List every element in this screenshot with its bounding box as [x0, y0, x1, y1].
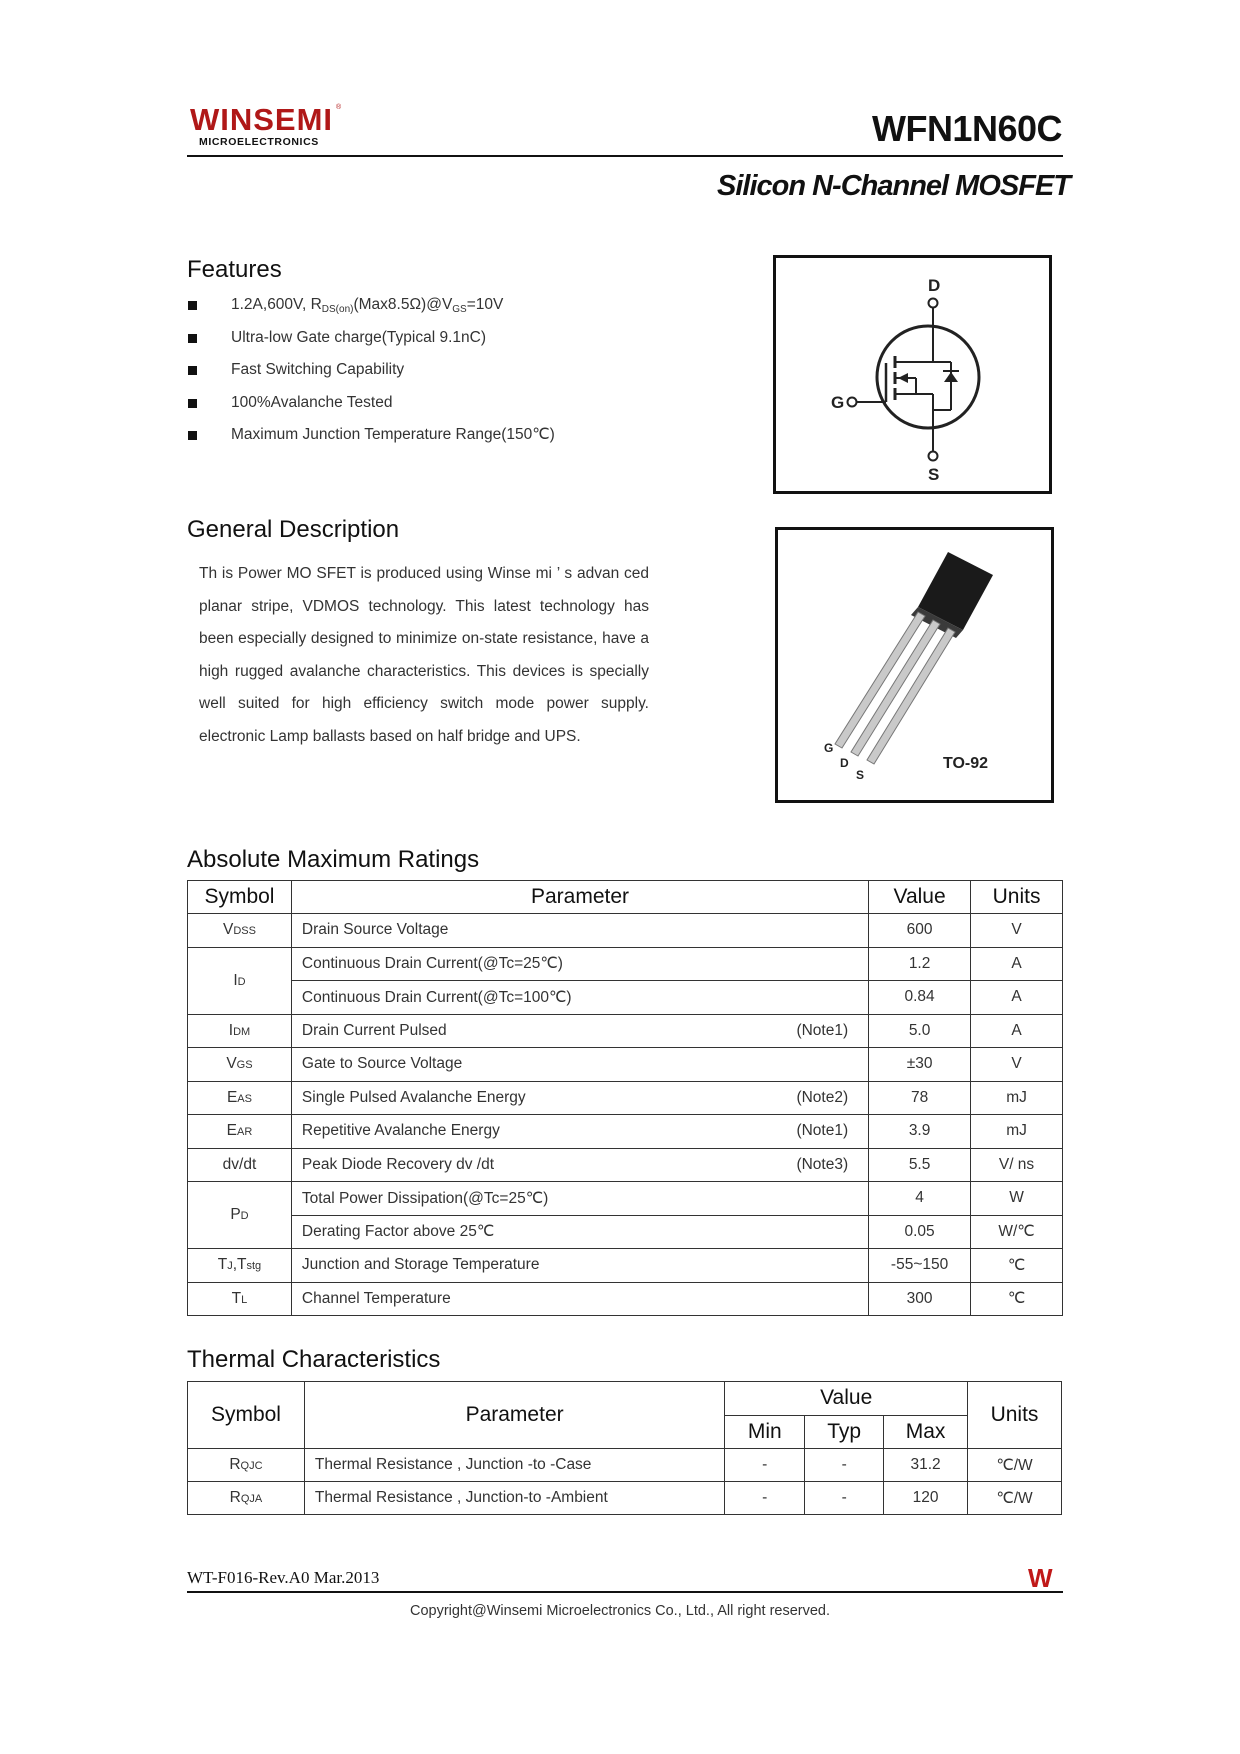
max-cell: 120 — [884, 1482, 968, 1515]
table-row — [188, 981, 1063, 1015]
thermal-heading: Thermal Characteristics — [187, 1346, 441, 1373]
col-units: Units — [968, 1382, 1062, 1449]
part-number: WFN1N60C — [871, 108, 1062, 149]
bullet-square-icon — [188, 334, 197, 343]
typ-cell: - — [805, 1449, 884, 1482]
features-list — [188, 292, 555, 455]
value-cell: 1.2 — [869, 947, 971, 981]
parameter-cell: Peak Diode Recovery dv /dt (Note3) — [291, 1148, 868, 1182]
col-value: Value — [869, 881, 971, 914]
package-label: TO-92 — [943, 755, 989, 772]
note-ref: (Note1) — [796, 1021, 849, 1039]
value-cell: -55~150 — [869, 1249, 971, 1283]
table-row — [188, 914, 1063, 948]
table-header-row — [188, 881, 1063, 914]
table-row — [188, 1215, 1063, 1249]
features-heading: Features — [187, 256, 282, 283]
unit-cell: A — [971, 1014, 1063, 1048]
description-heading: General Description — [187, 516, 400, 543]
value-cell: 0.84 — [869, 981, 971, 1015]
symbol-cell: TJ,Tstg — [188, 1249, 292, 1283]
ratings-table — [187, 880, 1063, 1316]
parameter-cell: Thermal Resistance , Junction-to -Ambient — [304, 1482, 724, 1515]
unit-cell: ℃ — [971, 1249, 1063, 1283]
unit-cell: mJ — [971, 1081, 1063, 1115]
parameter-cell: Single Pulsed Avalanche Energy (Note2) — [291, 1081, 868, 1115]
parameter-cell: Channel Temperature — [291, 1282, 868, 1316]
value-cell: 600 — [869, 914, 971, 948]
col-symbol: Symbol — [188, 881, 292, 914]
value-cell: 78 — [869, 1081, 971, 1115]
parameter-cell: Drain Source Voltage — [291, 914, 868, 948]
unit-cell: mJ — [971, 1115, 1063, 1149]
symbol-cell: VDSS — [188, 914, 292, 948]
ratings-heading: Absolute Maximum Ratings — [187, 846, 480, 873]
note-ref: (Note1) — [796, 1122, 849, 1140]
table-row — [188, 1482, 1062, 1515]
bullet-square-icon — [188, 366, 197, 375]
col-symbol: Symbol — [188, 1382, 305, 1449]
document-reference: WT-F016-Rev.A0 Mar.2013 — [187, 1568, 380, 1587]
parameter-cell: Derating Factor above 25℃ — [291, 1215, 868, 1249]
max-cell: 31.2 — [884, 1449, 968, 1482]
typ-cell: - — [805, 1482, 884, 1515]
note-ref: (Note2) — [796, 1088, 849, 1106]
thermal-table — [187, 1381, 1062, 1515]
pin-d-label: D — [840, 756, 849, 770]
bullet-square-icon — [188, 399, 197, 408]
unit-cell: W — [971, 1182, 1063, 1216]
parameter-cell: Continuous Drain Current(@Tc=25℃) — [291, 947, 868, 981]
col-typ: Typ — [805, 1415, 884, 1449]
unit-cell: ℃ — [971, 1282, 1063, 1316]
feature-item: Maximum Junction Temperature Range(150℃) — [188, 422, 555, 455]
table-row — [188, 947, 1063, 981]
col-min: Min — [725, 1415, 805, 1449]
symbol-cell: EAS — [188, 1081, 292, 1115]
symbol-cell: VGS — [188, 1048, 292, 1082]
symbol-cell: dv/dt — [188, 1148, 292, 1182]
value-cell: 300 — [869, 1282, 971, 1316]
unit-cell: A — [971, 981, 1063, 1015]
value-cell: 4 — [869, 1182, 971, 1216]
unit-cell: ℃/W — [968, 1449, 1062, 1482]
table-row — [188, 1148, 1063, 1182]
col-max: Max — [884, 1415, 968, 1449]
company-logo — [190, 104, 340, 150]
parameter-cell: Drain Current Pulsed (Note1) — [291, 1014, 868, 1048]
winsemi-mark-icon: W — [1028, 1563, 1053, 1593]
unit-cell: V/ ns — [971, 1148, 1063, 1182]
gate-label: G — [831, 393, 845, 412]
pin-s-label: S — [856, 768, 865, 782]
feature-item: Fast Switching Capability — [188, 357, 555, 390]
footer-rule — [187, 1591, 1063, 1593]
table-row — [188, 1014, 1063, 1048]
logo-subtitle: MICROELECTRONICS — [199, 136, 319, 148]
symbol-cell: ID — [188, 947, 292, 1014]
value-cell: 5.0 — [869, 1014, 971, 1048]
table-row — [188, 1182, 1063, 1216]
min-cell: - — [725, 1449, 805, 1482]
feature-item: 1.2A,600V, $R_{DS(on)}(Max8.5\Omega)@V_{GS}=10V$ — [188, 292, 555, 325]
table-row — [188, 1449, 1062, 1482]
source-label: S — [928, 465, 940, 484]
col-value: Value — [725, 1382, 968, 1416]
table-row — [188, 1115, 1063, 1149]
note-ref: (Note3) — [796, 1155, 849, 1173]
symbol-cell: RQJA — [188, 1482, 305, 1515]
symbol-cell: RQJC — [188, 1449, 305, 1482]
col-units: Units — [971, 881, 1063, 914]
table-row — [188, 1282, 1063, 1316]
unit-cell: A — [971, 947, 1063, 981]
mosfet-symbol-icon — [776, 258, 1049, 491]
drain-label: D — [928, 276, 941, 295]
symbol-cell: PD — [188, 1182, 292, 1249]
mosfet-symbol-box — [773, 255, 1052, 494]
bullet-square-icon — [188, 431, 197, 440]
package-image-box — [775, 527, 1054, 803]
unit-cell: V — [971, 1048, 1063, 1082]
table-row — [188, 1048, 1063, 1082]
parameter-cell: Total Power Dissipation(@Tc=25℃) — [291, 1182, 868, 1216]
value-cell: ±30 — [869, 1048, 971, 1082]
to92-package-icon — [778, 530, 1051, 800]
copyright-text: Copyright@Winsemi Microelectronics Co., Ltd., All right reserved. — [409, 1603, 831, 1619]
unit-cell: ℃/W — [968, 1482, 1062, 1515]
unit-cell: V — [971, 914, 1063, 948]
header-rule — [187, 155, 1063, 157]
symbol-cell: IDM — [188, 1014, 292, 1048]
parameter-cell: Repetitive Avalanche Energy (Note1) — [291, 1115, 868, 1149]
symbol-cell: TL — [188, 1282, 292, 1316]
table-row — [188, 1249, 1063, 1283]
parameter-cell: Junction and Storage Temperature — [291, 1249, 868, 1283]
min-cell: - — [725, 1482, 805, 1515]
feature-item: 100%Avalanche Tested — [188, 390, 555, 423]
device-subtitle: Silicon N-Channel MOSFET — [716, 170, 1070, 202]
bullet-square-icon — [188, 301, 197, 310]
parameter-cell: Continuous Drain Current(@Tc=100℃) — [291, 981, 868, 1015]
description-text: Th is Power MO SFET is produced using Winse mi ’ s advan ced planar stripe, VDMOS technology. This latest technology has been especially designed to minimize on-state resistance, have a high rugged avalanche characteristics. This devices is specially well suited for high efficiency switch mode power supply. electronic Lamp ballasts based on half bridge and UPS. — [199, 565, 649, 745]
registered-mark: ® — [336, 104, 342, 111]
unit-cell: W/℃ — [971, 1215, 1063, 1249]
value-cell: 3.9 — [869, 1115, 971, 1149]
col-parameter: Parameter — [304, 1382, 724, 1449]
symbol-cell: EAR — [188, 1115, 292, 1149]
logo-wordmark: WINSEMI — [190, 102, 334, 137]
feature-item: Ultra-low Gate charge(Typical 9.1nC) — [188, 325, 555, 358]
col-parameter: Parameter — [291, 881, 868, 914]
parameter-cell: Gate to Source Voltage — [291, 1048, 868, 1082]
table-row — [188, 1081, 1063, 1115]
pin-g-label: G — [824, 741, 834, 755]
value-cell: 0.05 — [869, 1215, 971, 1249]
table-header-row — [188, 1382, 1062, 1416]
parameter-cell: Thermal Resistance , Junction -to -Case — [304, 1449, 724, 1482]
value-cell: 5.5 — [869, 1148, 971, 1182]
